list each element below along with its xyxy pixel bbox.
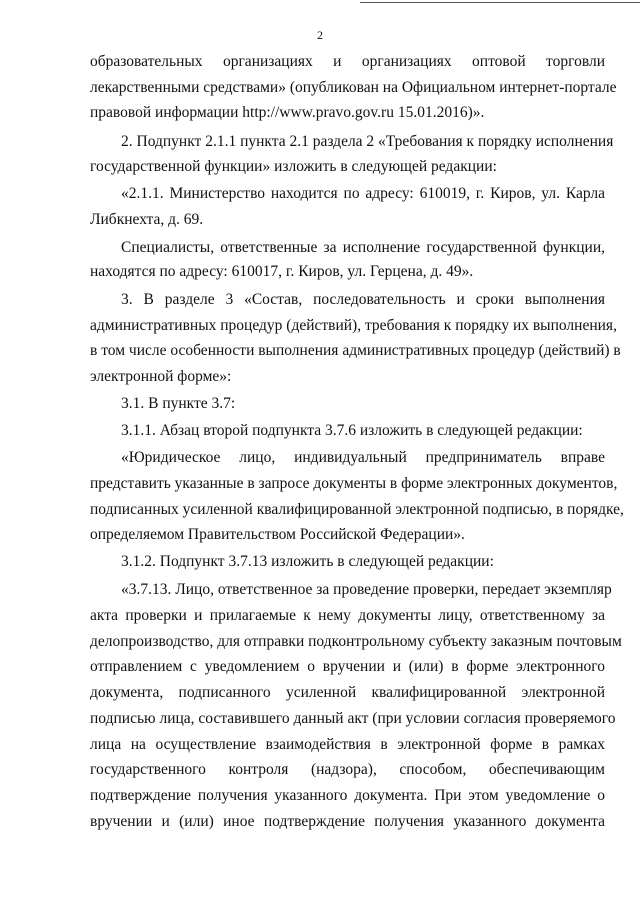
text-line: документа, подписанного усиленной квалифицированной электронной xyxy=(90,684,605,701)
text-line: электронной форме»: xyxy=(90,368,232,385)
text-line: вручении и (или) иное подтверждение получения указанного документа xyxy=(90,813,605,830)
text-line: административных процедур (действий), требования к порядку их выполнения, xyxy=(90,317,617,334)
text-line: определяемом Правительством Российской Федерации». xyxy=(90,526,465,543)
text-line: акта проверки и прилагаемые к нему документы лицу, ответственному за xyxy=(90,607,605,624)
text-line: 3.1. В пункте 3.7: xyxy=(121,395,236,412)
text-line: находятся по адресу: 610017, г. Киров, ул. Герцена, д. 49». xyxy=(90,263,474,280)
text-line: 3.1.1. Абзац второй подпункта 3.7.6 изложить в следующей редакции: xyxy=(121,422,583,439)
text-line: лица на осуществление взаимодействия в электронной форме в рамках xyxy=(90,736,605,753)
text-line: 2. Подпункт 2.1.1 пункта 2.1 раздела 2 «Требования к порядку исполнения xyxy=(121,133,614,150)
text-line: образовательных организациях и организациях оптовой торговли xyxy=(90,53,605,70)
text-line: «2.1.1. Министерство находится по адресу: 610019, г. Киров, ул. Карла xyxy=(121,185,605,202)
text-line: государственной функции» изложить в следующей редакции: xyxy=(90,158,497,175)
text-line: подписанных усиленной квалифицированной электронной подписью, в порядке, xyxy=(90,501,624,518)
scan-edge-line xyxy=(360,2,640,3)
text-line: правовой информации http://www.pravo.gov.ru 15.01.2016)». xyxy=(90,104,485,121)
text-line: представить указанные в запросе документы в форме электронных документов, xyxy=(90,475,618,492)
text-line: «3.7.13. Лицо, ответственное за проведение проверки, передает экземпляр xyxy=(121,581,612,598)
text-line: 3.1.2. Подпункт 3.7.13 изложить в следующей редакции: xyxy=(121,553,494,570)
text-line: отправлением с уведомлением о вручении и (или) в форме электронного xyxy=(90,658,605,675)
page-number: 2 xyxy=(317,28,323,42)
text-line: государственного контроля (надзора), способом, обеспечивающим xyxy=(90,761,605,778)
text-line: делопроизводство, для отправки подконтрольному субъекту заказным почтовым xyxy=(90,633,622,650)
text-line: «Юридическое лицо, индивидуальный предприниматель вправе xyxy=(121,449,605,466)
text-line: 3. В разделе 3 «Состав, последовательность и сроки выполнения xyxy=(121,291,605,308)
text-line: подтверждение получения указанного документа. При этом уведомление о xyxy=(90,787,605,804)
text-line: подписью лица, составившего данный акт (при условии согласия проверяемого xyxy=(90,710,616,727)
text-line: Либкнехта, д. 69. xyxy=(90,211,204,228)
text-line: в том числе особенности выполнения административных процедур (действий) в xyxy=(90,342,621,359)
text-line: лекарственными средствами» (опубликован на Официальном интернет-портале xyxy=(90,79,617,96)
text-line: Специалисты, ответственные за исполнение государственной функции, xyxy=(121,239,605,256)
